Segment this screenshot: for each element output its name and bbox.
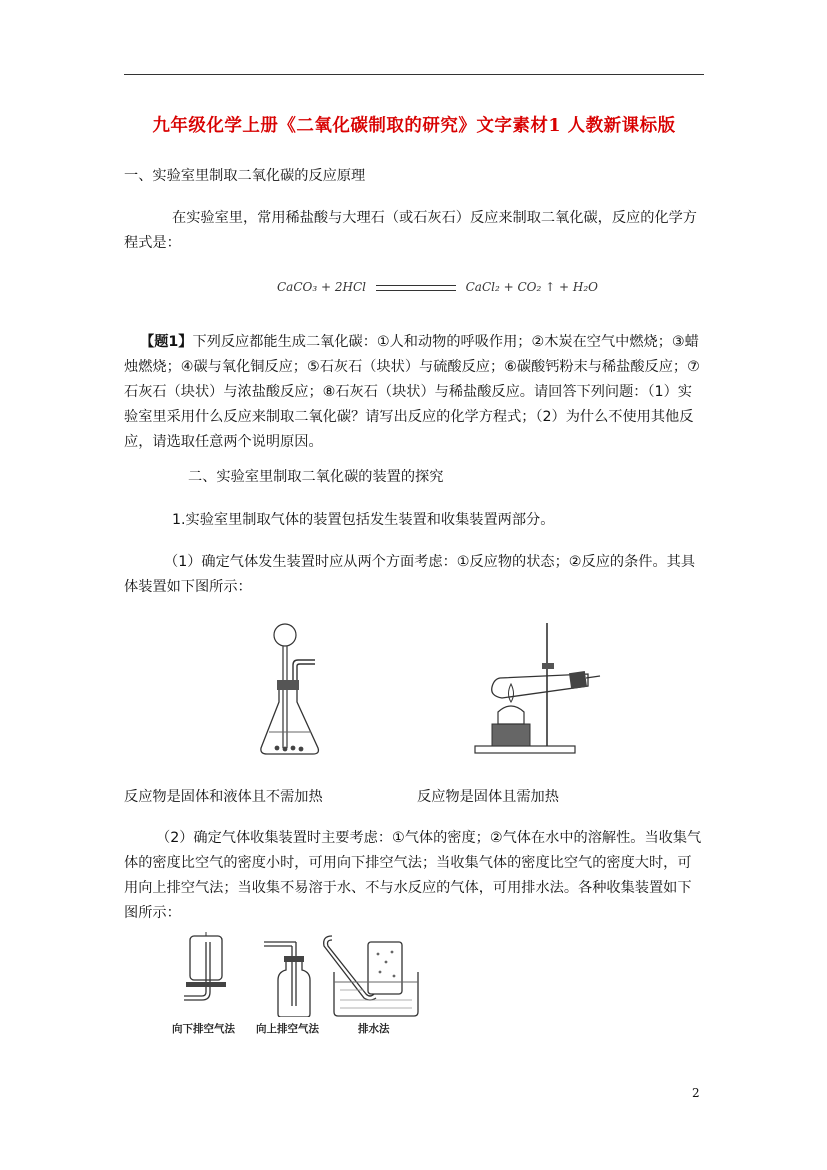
equation-right: CaCl₂ + CO₂ xyxy=(465,280,542,294)
question-label: 【题1】 xyxy=(140,334,193,350)
generation-apparatus-heating-figure xyxy=(470,618,610,758)
section-heading-2: 二、实验室里制取二氧化碳的装置的探究 xyxy=(188,469,444,485)
question-text: 下列反应都能生成二氧化碳：①人和动物的呼吸作用；②木炭在空气中燃烧；③蜡烛燃烧；④碳与氧化铜反应；⑤石灰石（块状）与硫酸反应；⑥碳酸钙粉末与稀盐酸反应；⑦石灰石（块状）与浓盐酸反应；⑧石灰石（块状）与稀盐酸反应。请回答下列问题：（1）实验室里采用什么反应来制取二氧化碳？请写出反应的化学方程式；（2）为什么不使用其他反应，请选取任意两个说明原因。 xyxy=(124,334,700,450)
label-upward-air: 向上排空气法 xyxy=(256,1023,319,1035)
section1-paragraph: 在实验室里，常用稀盐酸与大理石（或石灰石）反应来制取二氧化碳，反应的化学方程式是： xyxy=(124,210,697,251)
equation-double-bar xyxy=(376,285,456,291)
equation-tail: + H₂O xyxy=(559,280,599,294)
arrow-up-icon: ↑ xyxy=(545,280,556,294)
page-title: 九年级化学上册《二氧化碳制取的研究》文字素材1 人教新课标版 xyxy=(152,116,676,136)
equation-left: CaCO₃ + 2HCl xyxy=(277,280,366,294)
section-heading-1: 一、实验室里制取二氧化碳的反应原理 xyxy=(124,168,366,184)
question-1 xyxy=(124,330,704,455)
page-number: 2 xyxy=(692,1086,700,1100)
header-rule xyxy=(124,74,704,75)
generation-apparatus-flask-figure xyxy=(255,620,345,760)
section2-item-1: 1.实验室里制取气体的装置包括发生装置和收集装置两部分。 xyxy=(172,512,555,528)
collection-upward-air-figure xyxy=(256,932,326,1017)
caption-heating-apparatus: 反应物是固体且需加热 xyxy=(417,789,559,805)
chemical-equation xyxy=(277,280,598,294)
section2-sub-2: （2）确定气体收集装置时主要考虑：①气体的密度；②气体在水中的溶解性。当收集气体的密度比空气的密度小时，可用向下排空气法；当收集气体的密度比空气的密度大时，可用向上排空气法；当收集不易溶于水、不与水反应的气体，可用排水法。各种收集装置如下图所示： xyxy=(124,830,702,921)
section2-sub-1: （1）确定气体发生装置时应从两个方面考虑：①反应物的状态；②反应的条件。其具体装置如下图所示： xyxy=(124,554,696,595)
collection-water-displacement-figure xyxy=(320,932,425,1017)
caption-flask-apparatus: 反应物是固体和液体且不需加热 xyxy=(124,789,323,805)
label-downward-air: 向下排空气法 xyxy=(172,1023,235,1035)
label-water-displacement: 排水法 xyxy=(358,1023,390,1035)
collection-downward-air-figure xyxy=(180,932,250,1012)
